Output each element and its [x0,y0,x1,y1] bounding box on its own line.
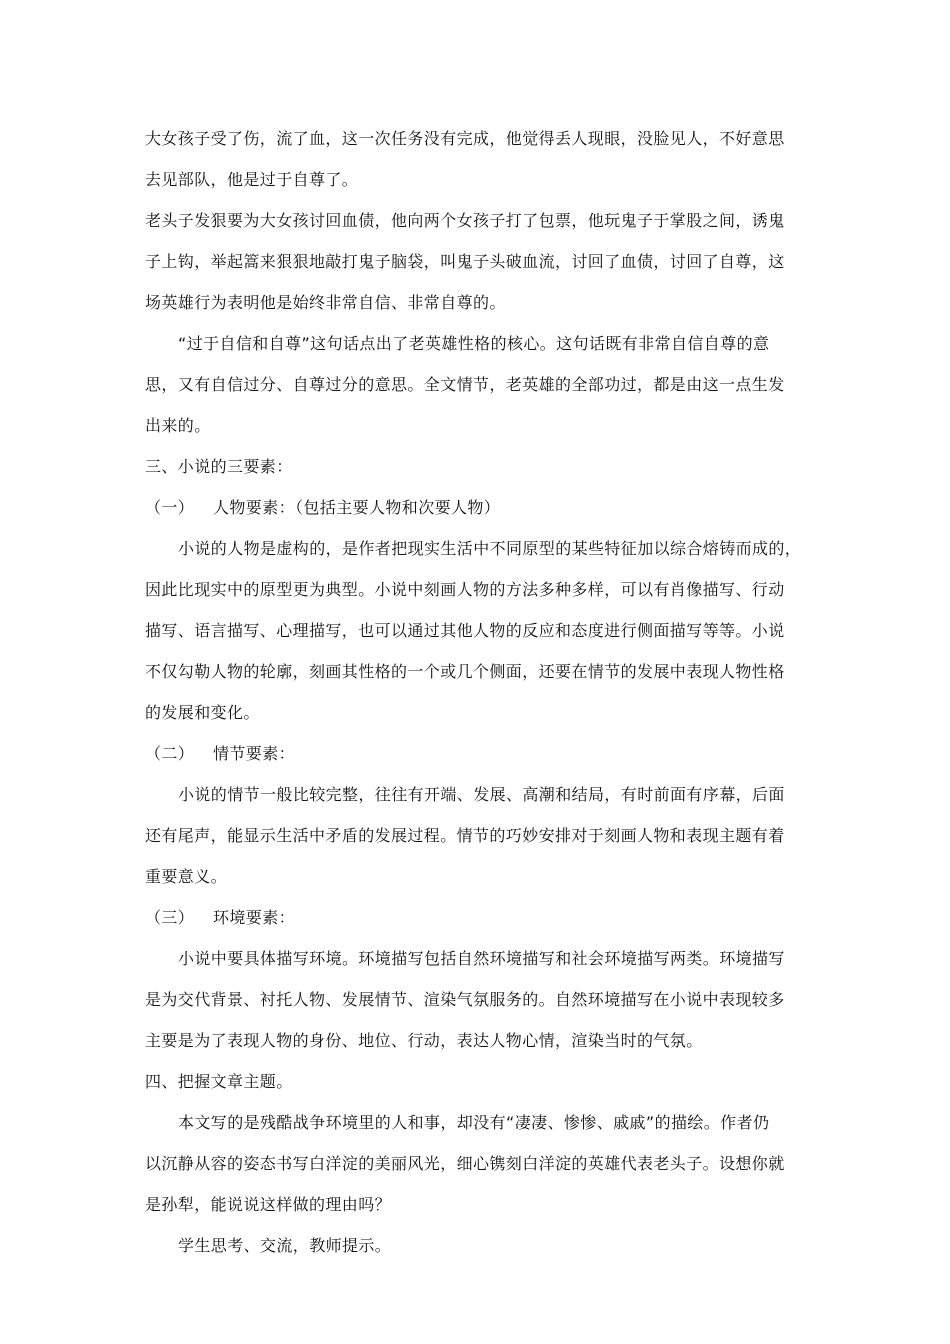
text-line: 因此比现实中的原型更为典型。小说中刻画人物的方法多种多样，可以有肖像描写、行动 [145,580,785,599]
text-line: 出来的。 [145,416,211,435]
text-line: 小说中要具体描写环境。环境描写包括自然环境描写和社会环境描写两类。环境描写 [178,949,785,968]
text-line: 学生思考、交流，教师提示。 [178,1236,392,1255]
text-line: 主要是为了表现人物的身份、地位、行动，表达人物心情，渲染当时的气氛。 [145,1031,703,1050]
text-line: 思，又有自信过分、自尊过分的意思。全文情节，老英雄的全部功过，都是由这一点生发 [145,375,785,394]
text-line: 老头子发狠要为大女孩讨回血债，他向两个女孩子打了包票，他玩鬼子于掌股之间，诱鬼 [145,211,785,230]
text-line: 四、把握文章主题。 [145,1072,293,1091]
text-line: 的发展和变化。 [145,703,260,722]
text-line: “过于自信和自尊”这句话点出了老英雄性格的核心。这句话既有非常自信自尊的意 [178,334,770,353]
text-line: 三、小说的三要素： [145,457,293,476]
text-line: 重要意义。 [145,867,228,886]
document-body [145,118,815,1266]
subheading-number: （一） [145,498,195,517]
section-subheading [145,733,815,774]
text-line: 是孙犁，能说说这样做的理由吗？ [145,1195,392,1214]
text-line: 去见部队，他是过于自尊了。 [145,170,359,189]
subheading-label: 环境要素： [213,908,296,927]
subheading-number: （三） [145,908,195,927]
text-line: 是为交代背景、衬托人物、发展情节、渲染气氛服务的。自然环境描写在小说中表现较多 [145,990,785,1009]
text-line: 以沉静从容的姿态书写白洋淀的美丽风光，细心镌刻白洋淀的英雄代表老头子。设想你就 [145,1154,785,1173]
text-line: 子上钩，举起篙来狠狠地敲打鬼子脑袋，叫鬼子头破血流，讨回了血债，讨回了自尊，这 [145,252,785,271]
subheading-number: （二） [145,744,195,763]
text-line: 小说的人物是虚构的，是作者把现实生活中不同原型的某些特征加以综合熔铸而成的， [178,539,802,558]
text-line: 还有尾声，能显示生活中矛盾的发展过程。情节的巧妙安排对于刻画人物和表现主题有着 [145,826,785,845]
text-line: 小说的情节一般比较完整，往往有开端、发展、高潮和结局，有时前面有序幕，后面 [178,785,785,804]
text-line: 大女孩子受了伤，流了血，这一次任务没有完成，他觉得丢人现眼，没脸见人，不好意思 [145,129,785,148]
text-line: 描写、语言描写、心理描写，也可以通过其他人物的反应和态度进行侧面描写等等。小说 [145,621,785,640]
text-line: 不仅勾勒人物的轮廓，刻画其性格的一个或几个侧面，还要在情节的发展中表现人物性格 [145,662,785,681]
subheading-label: 人物要素：（包括主要人物和次要人物） [213,498,501,517]
section-subheading [145,897,815,938]
subheading-label: 情节要素： [213,744,296,763]
section-subheading [145,487,815,528]
text-line: 场英雄行为表明他是始终非常自信、非常自尊的。 [145,293,506,312]
text-line: 本文写的是残酷战争环境里的人和事，却没有“凄凄、惨惨、戚戚”的描绘。作者仍 [178,1113,770,1132]
